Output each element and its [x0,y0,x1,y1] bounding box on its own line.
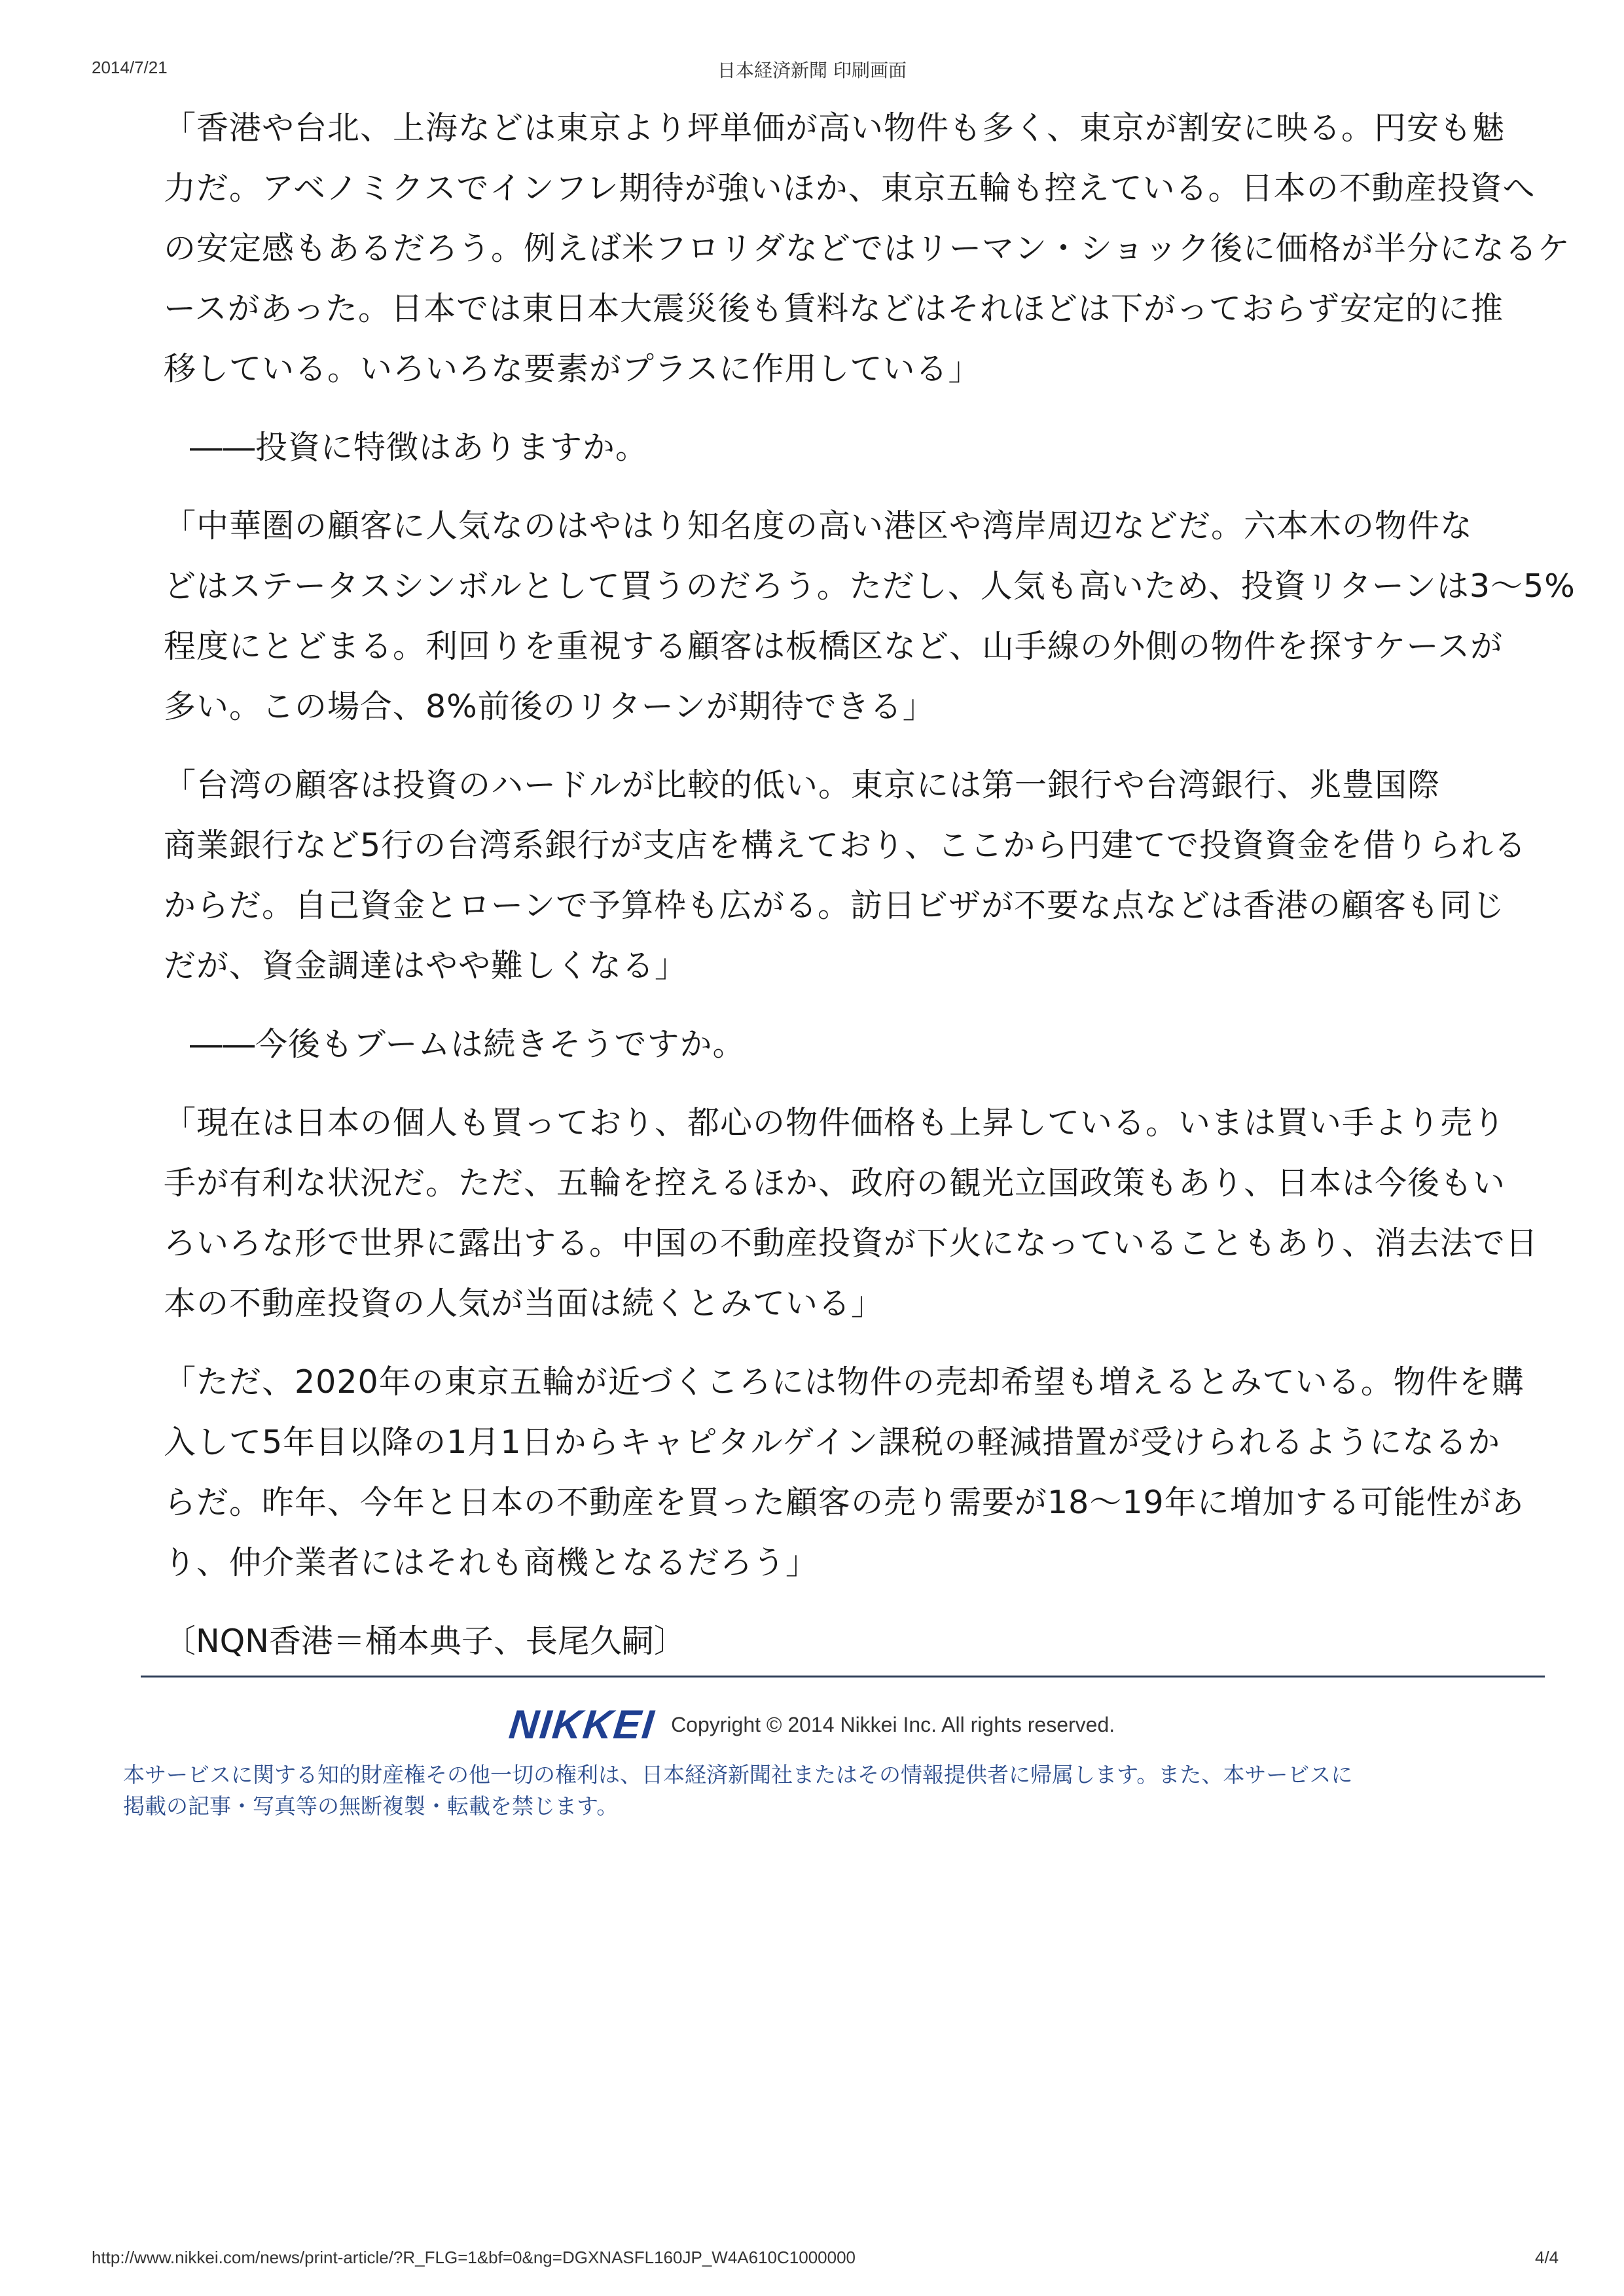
interview-question [190,1014,1551,1075]
text-line: 掲載の記事・写真等の無断複製・転載を禁じます。 [123,1793,619,1819]
rights-notice [123,1759,1563,1822]
paragraph [164,1093,1551,1334]
page-header-title: 日本経済新聞 印刷画面 [717,60,907,81]
text-line: ――今後もブームは続きそうですか。 [190,1026,746,1063]
text-line: 本の不動産投資の人気が当面は続くとみている」 [164,1285,884,1322]
text-line: からだ。自己資金とローンで予算枠も広がる。訪日ビザが不要な点などは香港の顧客も同じ [164,887,1506,924]
interview-question [190,418,1551,478]
paragraph [164,1352,1551,1593]
text-line: らだ。昨年、今年と日本の不動産を買った顧客の売り需要が18～19年に増加する可能性があ [164,1484,1525,1521]
text-line: 手が有利な状況だ。ただ、五輪を控えるほか、政府の観光立国政策もあり、日本は今後もい [164,1164,1506,1202]
page-url: http://www.nikkei.com/news/print-article/?R_FLG=1&bf=0&ng=DGXNASFL160JP_W4A610C1000000 [92,2248,856,2267]
print-date: 2014/7/21 [92,58,168,77]
text-line: 「ただ、2020年の東京五輪が近づくころには物件の売却希望も増えるとみている。物件を購 [164,1363,1525,1401]
text-line: 「中華圏の顧客に人気なのはやはり知名度の高い港区や湾岸周辺などだ。六本木の物件な [164,507,1473,545]
copyright-bar [0,1702,1624,1748]
text-line: 「現在は日本の個人も買っており、都心の物件価格も上昇している。いまは買い手より売り [164,1104,1506,1141]
text-line: 力だ。アベノミクスでインフレ期待が強いほか、東京五輪も控えている。日本の不動産投資へ [164,170,1536,207]
byline: 〔NQN香港＝桶本典子、長尾久嗣〕 [164,1623,686,1660]
text-line: 移している。いろいろな要素がプラスに作用している」 [164,350,981,387]
text-line: 程度にとどまる。利回りを重視する顧客は板橋区など、山手線の外側の物件を探すケースが [164,628,1504,665]
text-line: 「台湾の顧客は投資のハードルが比較的低い。東京には第一銀行や台湾銀行、兆豊国際 [164,766,1441,804]
text-line: り、仲介業者にはそれも商機となるだろう」 [164,1544,819,1581]
text-line: どはステータスシンボルとして買うのだろう。ただし、人気も高いため、投資リターンは3～5% [164,567,1576,605]
text-line: 多い。この場合、8%前後のリターンが期待できる」 [164,688,935,725]
text-line: 本サービスに関する知的財産権その他一切の権利は、日本経済新聞社またはその情報提供者に帰属します。また、本サービスに [123,1762,1353,1787]
text-line: 商業銀行など5行の台湾系銀行が支店を構えており、ここから円建てで投資資金を借りられる [164,827,1527,864]
footer-divider [141,1676,1545,1677]
text-line: 「香港や台北、上海などは東京より坪単価が高い物件も多く、東京が割安に映る。円安も魅 [164,109,1506,147]
text-line: ――投資に特徴はありますか。 [190,429,649,466]
page-number: 4/4 [1535,2248,1559,2267]
text-line: の安定感もあるだろう。例えば米フロリダなどではリーマン・ショック後に価格が半分になるケ [164,230,1571,267]
nikkei-logo: NIKKEI [507,1702,657,1748]
text-line: ースがあった。日本では東日本大震災後も賃料などはそれほどは下がっておらず安定的に推 [164,290,1504,327]
text-line: だが、資金調達はやや難しくなる」 [164,947,688,984]
text-line: 入して5年目以降の1月1日からキャピタルゲイン課税の軽減措置が受けられるようになるか [164,1424,1501,1461]
article-body [164,98,1576,1704]
paragraph [164,496,1576,737]
paragraph [164,755,1551,996]
paragraph [164,98,1571,399]
copyright-text: Copyright © 2014 Nikkei Inc. All rights reserved. [671,1713,1115,1736]
text-line: ろいろな形で世界に露出する。中国の不動産投資が下火になっていることもあり、消去法で日 [164,1225,1539,1262]
